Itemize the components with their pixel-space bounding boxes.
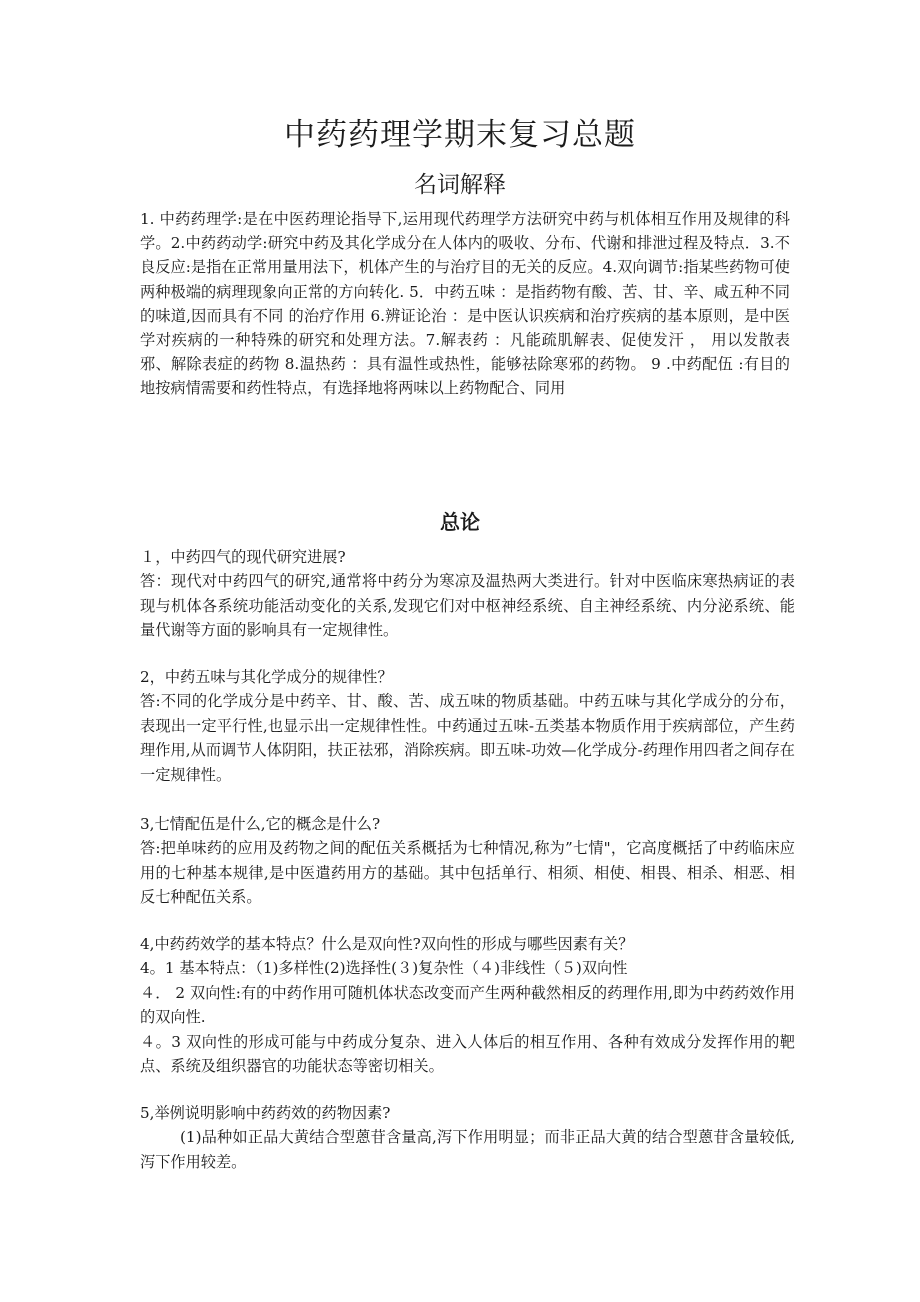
answer-point-2: ４． 2 双向性:有的中药作用可随机体状态改变而产生两种截然相反的药理作用,即为中药药效作用的双向性. — [140, 983, 795, 1027]
glossary-paragraph: 1. 中药药理学:是在中医药理论指导下,运用现代药理学方法研究中药与机体相互作用及规律的科学。2.中药药动学:研究中药及其化学成分在人体内的吸收、分布、代谢和排泄过程及特点．3.不良反应:是指在正常用量用法下，机体产生的与治疗目的无关的反应。4.双向调节:指某些药物可使两种极端的病理现象向正常的方向转化. 5．中药五味 ：是指药物有酸、苦、甘、辛、咸五种不同的味道,因而具有不同 的治疗作用 6.辨证论治 ：是中医认识疾病和治疗疾病的基本原则，是中医学对疾病的一种特殊的研究和处理方法。7.解表药 ：凡能疏肌解表、促使发汗 ， 用以发散表邪、解除表症的药物 8.温热药 ：具有温性或热性，能够祛除寒邪的药物。 9 .中药配伍 :有目的地按病情需要和药性特点，有选择地将两味以上药物配合、同用 — [140, 210, 790, 398]
answer-text: 答:把单味药的应用及药物之间的配伍关系概括为七种情况,称为”七情"，它高度概括了中药临床应用的七种基本规律,是中医遣药用方的基础。其中包括单行、相须、相使、相畏、相杀、相恶、相反七种配伍关系。 — [140, 839, 795, 907]
answer-point-1: 4。1 基本特点：（1)多样性(2)选择性(３)复杂性（４)非线性（５)双向性 — [140, 959, 628, 978]
question-block-3 — [140, 812, 795, 910]
question-block-4 — [140, 932, 795, 1078]
answer-text: 答:不同的化学成分是中药辛、甘、酸、苦、成五味的物质基础。中药五味与其化学成分的分布，表现出一定平行性,也显示出一定规律性性。中药通过五味-五类基本物质作用于疾病部位，产生药理作用,从而调节人体阴阳，扶正祛邪，消除疾病。即五味-功效—化学成分-药理作用四者之间存在一定规律性。 — [140, 692, 795, 784]
question-text: 4,中药药效学的基本特点？什么是双向性?双向性的形成与哪些因素有关？ — [140, 935, 634, 953]
question-block-2 — [140, 665, 795, 787]
question-block-5 — [140, 1101, 795, 1174]
answer-text: 答：现代对中药四气的研究,通常将中药分为寒凉及温热两大类进行。针对中医临床寒热病证的表现与机体各系统功能活动变化的关系,发现它们对中枢神经系统、自主神经系统、内分泌系统、能量代谢等方面的影响具有一定规律性。 — [140, 572, 795, 640]
answer-text: (1)品种如正品大黄结合型蒽苷含量高,泻下作用明显；而非正品大黄的结合型蒽苷含量较低,泻下作用较差。 — [140, 1128, 795, 1171]
answer-point-3: ４。3 双向性的形成可能与中药成分复杂、进入人体后的相互作用、各种有效成分发挥作用的靶点、系统及组织器官的功能状态等密切相关。 — [140, 1032, 795, 1076]
question-block-1 — [140, 545, 795, 643]
question-text: １，中药四气的现代研究进展? — [140, 548, 346, 566]
section-heading-general: 总论 — [440, 510, 480, 534]
page-title: 中药药理学期末复习总题 — [284, 117, 636, 153]
question-text: 3,七情配伍是什么,它的概念是什么? — [140, 815, 381, 833]
question-text: 5,举例说明影响中药药效的药物因素? — [140, 1104, 391, 1122]
question-text: 2，中药五味与其化学成分的规律性？ — [140, 668, 393, 686]
glossary-heading: 名词解释 — [414, 172, 506, 198]
